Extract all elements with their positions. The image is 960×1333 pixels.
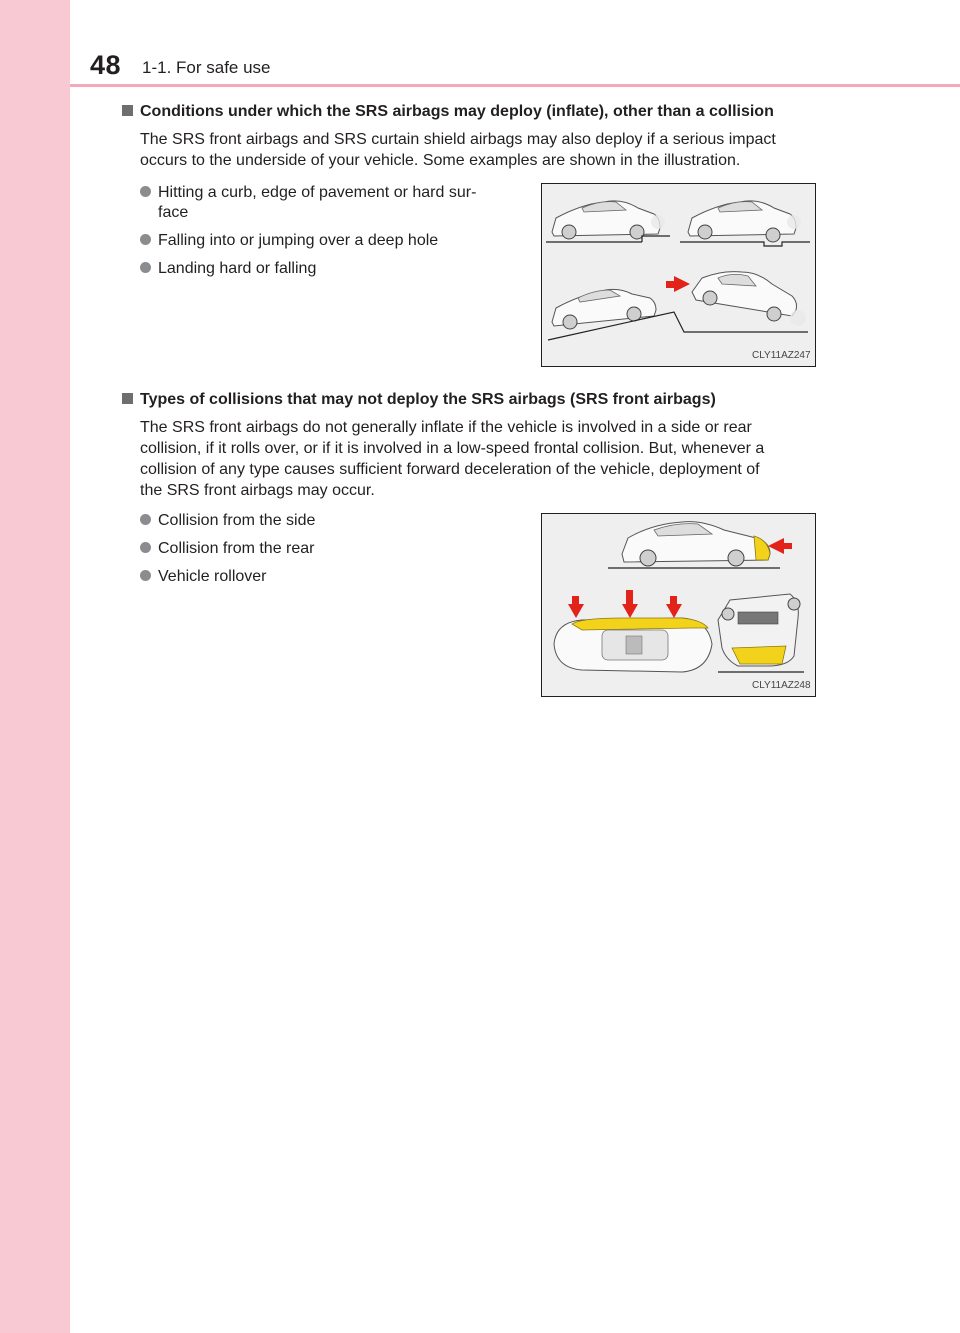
underbody-impact-drawing xyxy=(542,184,815,366)
bullet-text: Hitting a curb, edge of pavement or hard sur- xyxy=(158,184,477,201)
paragraph-line: occurs to the underside of your vehicle. Some examples are shown in the illustration. xyxy=(140,152,741,169)
bullet-item-landing-hard xyxy=(140,259,316,279)
bullet-text: Collision from the side xyxy=(158,512,316,529)
section-heading-non-deploy-types xyxy=(122,390,716,410)
header-rule xyxy=(70,84,960,87)
bullet-text: Landing hard or falling xyxy=(158,260,317,277)
illustration-underbody-impact xyxy=(541,183,816,367)
figure-code: CLY11AZ248 xyxy=(752,680,811,691)
heading-text: Types of collisions that may not deploy the SRS airbags (SRS front airbags) xyxy=(140,391,716,408)
illustration-non-deploy-collisions xyxy=(541,513,816,697)
section-title: 1-1. For safe use xyxy=(142,58,271,77)
paragraph-non-deploy-types xyxy=(140,417,834,501)
bullet-text: Collision from the rear xyxy=(158,540,315,557)
page-number: 48 xyxy=(90,50,122,80)
heading-text: Conditions under which the SRS airbags may deploy (inflate), other than a collision xyxy=(140,103,774,120)
section-heading-deploy-conditions xyxy=(122,102,774,122)
red-arrow-icon xyxy=(666,276,690,292)
bullet-item-curb xyxy=(140,183,476,223)
round-bullet-icon xyxy=(140,262,151,273)
bullet-text-continued: face xyxy=(158,204,189,221)
bullet-item-rollover xyxy=(140,567,267,587)
round-bullet-icon xyxy=(140,514,151,525)
round-bullet-icon xyxy=(140,542,151,553)
square-bullet-icon xyxy=(122,393,133,404)
paragraph-deploy-conditions xyxy=(140,129,834,171)
round-bullet-icon xyxy=(140,186,151,197)
side-margin-band xyxy=(0,0,70,1333)
car-deep-hole-icon xyxy=(680,201,810,246)
bullet-item-rear-collision xyxy=(140,539,315,559)
square-bullet-icon xyxy=(122,105,133,116)
bullet-item-side-collision xyxy=(140,511,315,531)
paragraph-line: The SRS front airbags and SRS curtain shield airbags may also deploy if a serious impact xyxy=(140,131,776,148)
car-hitting-curb-icon xyxy=(546,201,670,242)
paragraph-line: the SRS front airbags may occur. xyxy=(140,482,375,499)
car-landing-hard-icon xyxy=(692,272,806,326)
bullet-text: Falling into or jumping over a deep hole xyxy=(158,232,439,249)
non-deploy-collisions-drawing xyxy=(542,514,815,696)
paragraph-line: The SRS front airbags do not generally inflate if the vehicle is involved in a side or rear xyxy=(140,419,752,436)
car-side-collision-icon xyxy=(554,590,712,672)
bullet-text: Vehicle rollover xyxy=(158,568,267,585)
bullet-item-deep-hole xyxy=(140,231,438,251)
paragraph-line: collision of any type causes sufficient forward deceleration of the vehicle, deployment of xyxy=(140,461,760,478)
paragraph-line: collision, if it rolls over, or if it is involved in a low-speed frontal collision. But, whenever a xyxy=(140,440,765,457)
round-bullet-icon xyxy=(140,570,151,581)
car-rear-collision-icon xyxy=(608,522,792,568)
figure-code: CLY11AZ247 xyxy=(752,350,811,361)
round-bullet-icon xyxy=(140,234,151,245)
car-rollover-icon xyxy=(718,594,804,672)
